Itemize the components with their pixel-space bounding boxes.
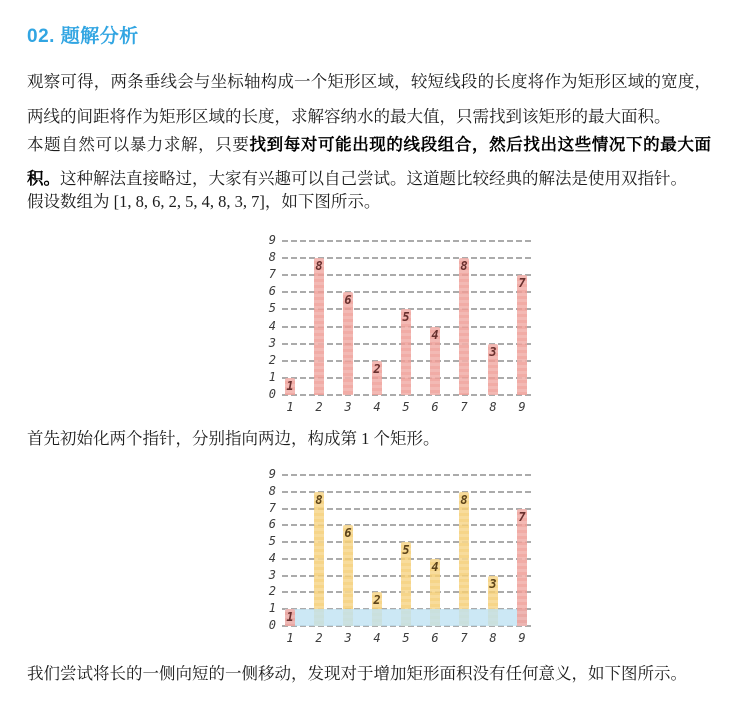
x-tick-label: 4: [373, 631, 381, 645]
y-tick-label: 7: [268, 267, 276, 282]
bar-value-label: 3: [489, 576, 497, 591]
bar-value-label: 7: [518, 276, 526, 291]
x-tick-label: 7: [460, 631, 468, 645]
x-tick-label: 5: [402, 400, 410, 414]
y-tick-label: 6: [268, 517, 276, 532]
bar-x7: [459, 492, 469, 626]
y-tick-label: 9: [268, 467, 276, 481]
y-tick-label: 4: [268, 318, 276, 333]
gridline: [282, 240, 532, 242]
y-tick-label: 9: [268, 233, 276, 247]
bar-value-label: 8: [315, 492, 323, 507]
bar-x7: [459, 258, 469, 395]
paragraph-bruteforce-text-1: 本题自然可以暴力求解，只要: [27, 134, 250, 154]
x-tick-label: 7: [460, 400, 468, 414]
bar-chart-two-pointers: [268, 467, 532, 645]
y-tick-label: 8: [268, 483, 276, 498]
bar-value-label: 4: [431, 559, 439, 574]
paragraph-move-pointer: 我们尝试将长的一侧向短的一侧移动，发现对于增加矩形面积没有任何意义，如下图所示。: [27, 663, 687, 683]
x-tick-label: 3: [344, 400, 352, 414]
bar-value-label: 2: [373, 593, 381, 608]
x-tick-label: 1: [286, 631, 294, 645]
bar-x1: [285, 378, 295, 395]
bar-value-label: 5: [402, 310, 410, 325]
bar-value-label: 6: [344, 293, 352, 308]
y-tick-label: 4: [268, 550, 276, 565]
x-tick-label: 2: [315, 400, 323, 414]
bar-chart-array: [268, 233, 532, 414]
x-tick-label: 2: [315, 631, 323, 645]
paragraph-bruteforce: [27, 128, 711, 196]
bar-value-label: 3: [489, 344, 497, 359]
bar-value-label: 1: [286, 610, 294, 625]
paragraph-array-setup: 假设数组为 [1, 8, 6, 2, 5, 4, 8, 3, 7]，如下图所示。: [27, 191, 381, 211]
bar-x3: [343, 292, 353, 395]
x-tick-label: 6: [431, 631, 439, 645]
y-tick-label: 7: [268, 500, 276, 515]
y-tick-label: 2: [268, 352, 276, 367]
bar-x9: [517, 275, 527, 395]
paragraph-bruteforce-text-2: 这种解法直接略过，大家有兴趣可以自己尝试。这道题比较经典的解法是使用双指针。: [60, 168, 687, 188]
bar-x2: [314, 492, 324, 626]
bar-value-label: 6: [344, 526, 352, 541]
water-band: [285, 609, 527, 626]
y-tick-label: 0: [268, 618, 276, 632]
y-tick-label: 1: [268, 369, 276, 384]
paragraph-observation: 观察可得，两条垂线会与坐标轴构成一个矩形区域，较短线段的长度将作为矩形区域的宽度，两线的间距将作为矩形区域的长度，求解容纳水的最大值，只需找到该矩形的最大面积。: [27, 71, 711, 126]
y-tick-label: 2: [268, 584, 276, 599]
x-tick-label: 6: [431, 400, 439, 414]
y-tick-label: 5: [268, 301, 276, 316]
bar-x4: [372, 361, 382, 395]
bar-value-label: 8: [460, 492, 468, 507]
bar-value-label: 4: [431, 327, 439, 342]
bar-value-label: 2: [373, 361, 381, 376]
pointer-bar-x9: [517, 509, 527, 626]
y-tick-label: 6: [268, 284, 276, 299]
x-tick-label: 9: [518, 400, 526, 414]
x-tick-label: 4: [373, 400, 381, 414]
paragraph-init-pointers: 首先初始化两个指针，分别指向两边，构成第 1 个矩形。: [27, 428, 440, 448]
gridline: [282, 474, 532, 476]
y-tick-label: 3: [268, 567, 276, 582]
bar-value-label: 1: [286, 378, 294, 393]
x-tick-label: 3: [344, 631, 352, 645]
y-tick-label: 1: [268, 601, 276, 616]
section-heading: 02. 题解分析: [27, 25, 139, 47]
bar-value-label: 7: [518, 509, 526, 524]
bar-x8: [488, 344, 498, 395]
y-tick-label: 0: [268, 387, 276, 401]
pointer-bar-x1: [285, 609, 295, 626]
y-tick-label: 5: [268, 534, 276, 549]
bar-x2: [314, 258, 324, 395]
y-tick-label: 3: [268, 335, 276, 350]
x-tick-label: 9: [518, 631, 526, 645]
bar-value-label: 5: [402, 543, 410, 558]
x-tick-label: 5: [402, 631, 410, 645]
x-tick-label: 8: [489, 400, 497, 414]
paragraph-bruteforce-bold: 找到每对可能出现的线段组合，然后找出这些情况下的最大面积。: [27, 134, 712, 188]
bar-value-label: 8: [315, 259, 323, 274]
y-tick-label: 8: [268, 250, 276, 265]
x-tick-label: 8: [489, 631, 497, 645]
bar-value-label: 8: [460, 259, 468, 274]
bar-x6: [430, 327, 440, 395]
x-tick-label: 1: [286, 400, 294, 414]
bar-x5: [401, 309, 411, 395]
